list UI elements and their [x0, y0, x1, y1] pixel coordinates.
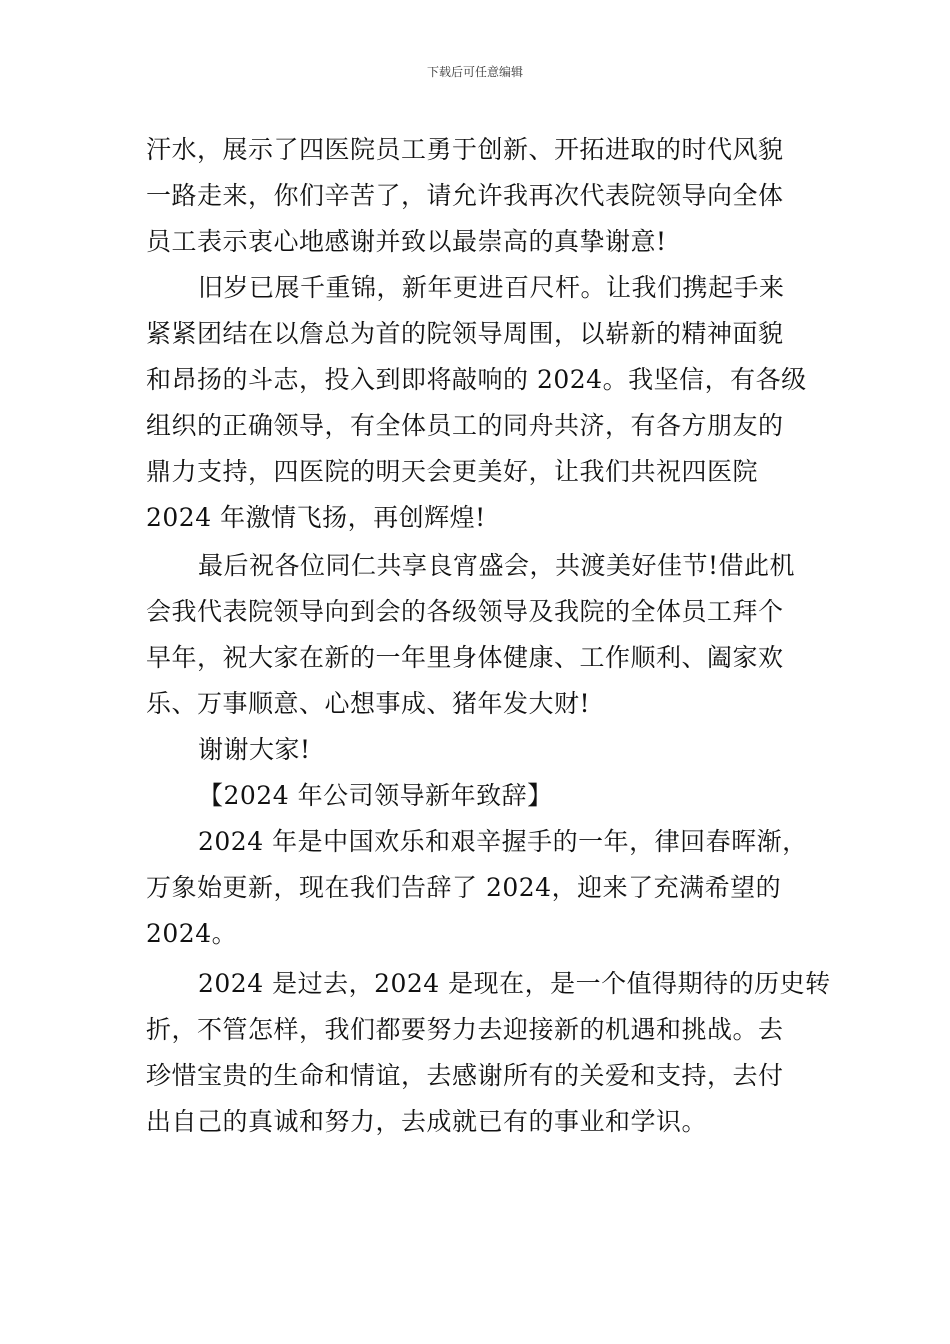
text-line: 2024 年激情飞扬，再创辉煌!: [146, 503, 486, 532]
text-line: 万象始更新，现在我们告辞了 2024，迎来了充满希望的: [146, 873, 782, 902]
text-line: 旧岁已展千重锦，新年更进百尺杆。让我们携起手来: [198, 273, 785, 302]
text-line: 鼎力支持，四医院的明天会更美好，让我们共祝四医院: [146, 457, 759, 486]
paragraph-year-intro: [146, 819, 806, 957]
text-line: 组织的正确领导，有全体员工的同舟共济，有各方朋友的: [146, 411, 784, 440]
section-title: 【2024 年公司领导新年致辞】: [198, 781, 553, 810]
paragraph-gratitude: [146, 127, 806, 265]
text-line: 乐、万事顺意、心想事成、猪年发大财!: [146, 689, 591, 718]
text-line: 2024 是过去，2024 是现在，是一个值得期待的历史转: [198, 969, 831, 998]
text-line: 珍惜宝贵的生命和情谊，去感谢所有的关爱和支持，去付: [146, 1061, 784, 1090]
text-line: 2024 年是中国欢乐和艰辛握手的一年，律回春晖渐，: [198, 827, 808, 856]
text-line: 出自己的真诚和努力，去成就已有的事业和学识。: [146, 1107, 708, 1136]
text-line: 会我代表院领导向到会的各级领导及我院的全体员工拜个: [146, 597, 784, 626]
paragraph-closing-wishes: [146, 543, 806, 727]
text-line: 紧紧团结在以詹总为首的院领导周围，以崭新的精神面貌: [146, 319, 784, 348]
text-line: 早年，祝大家在新的一年里身体健康、工作顺利、阖家欢: [146, 643, 784, 672]
text-line: 2024。: [146, 919, 238, 948]
text-line: 最后祝各位同仁共享良宵盛会，共渡美好佳节!借此机: [198, 551, 796, 580]
text-line: 一路走来，你们辛苦了，请允许我再次代表院领导向全体: [146, 181, 784, 210]
section-heading: [146, 773, 806, 819]
text-line: 汗水，展示了四医院员工勇于创新、开拓进取的时代风貌: [146, 135, 784, 164]
text-line: 员工表示衷心地感谢并致以最崇高的真挚谢意!: [146, 227, 667, 256]
paragraph-new-year-vision: [146, 265, 806, 541]
paragraph-thanks: [146, 727, 806, 773]
text-line: 谢谢大家!: [198, 735, 311, 764]
text-line: 折，不管怎样，我们都要努力去迎接新的机遇和挑战。去: [146, 1015, 784, 1044]
text-line: 和昂扬的斗志，投入到即将敲响的 2024。我坚信，有各级: [146, 365, 807, 394]
document-body: [146, 127, 831, 1145]
paragraph-past-and-present: [146, 961, 831, 1145]
page-header-note: 下载后可任意编辑: [426, 65, 523, 79]
